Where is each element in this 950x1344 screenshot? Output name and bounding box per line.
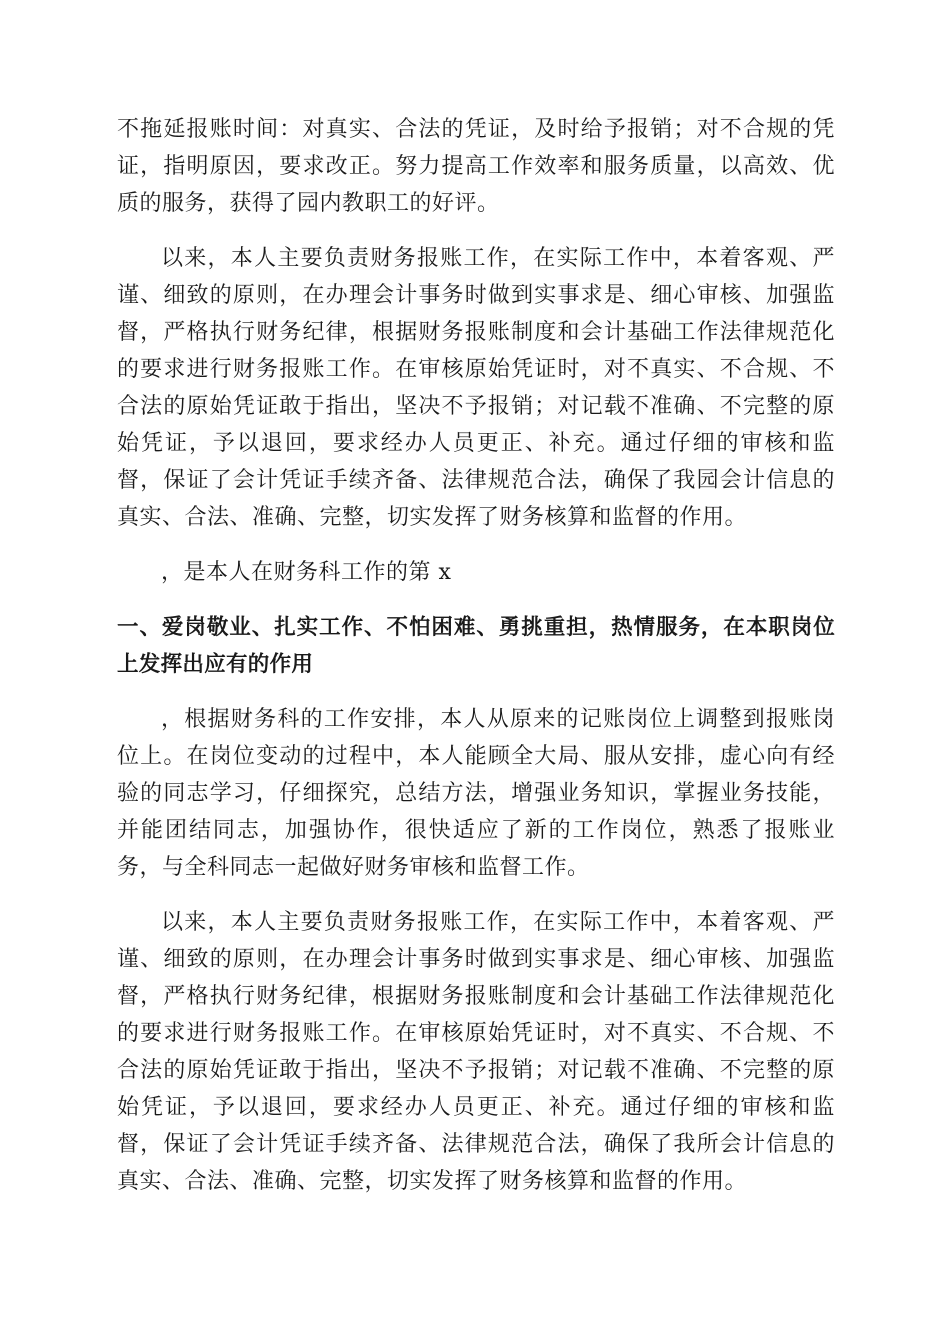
- paragraph-years-in-finance: ，是本人在财务科工作的第 x: [161, 560, 452, 585]
- paragraph-reimbursement-duties-2: 以来，本人主要负责财务报账工作，在实际工作中，本着客观、严谨、细致的原则，在办理会计事务时做到实事求是、细心审核、加强监督，严格执行财务纪律，根据财务报账制度和会计基础工作法律规范化的要求进行财务报账工作。在审核原始凭证时，对不真实、不合规、不合法的原始凭证敢于指出，坚决不予报销；对记载不准确、不完整的原始凭证，予以退回，要求经办人员更正、补充。通过仔细的审核和监督，保证了会计凭证手续齐备、法律规范合法，确保了我所会计信息的真实、合法、准确、完整，切实发挥了财务核算和监督的作用。: [117, 910, 835, 1194]
- document-page: [117, 111, 835, 1200]
- paragraph-reimbursement-timeliness: 不拖延报账时间：对真实、合法的凭证，及时给予报销；对不合规的凭证，指明原因，要求改正。努力提高工作效率和服务质量，以高效、优质的服务，获得了园内教职工的好评。: [117, 117, 835, 216]
- paragraph-job-transfer: ，根据财务科的工作安排，本人从原来的记账岗位上调整到报账岗位上。在岗位变动的过程中，本人能顾全大局、服从安排，虚心向有经验的同志学习，仔细探究，总结方法，增强业务知识，掌握业务技能，并能团结同志，加强协作，很快适应了新的工作岗位，熟悉了报账业务，与全科同志一起做好财务审核和监督工作。: [117, 707, 835, 880]
- paragraph-reimbursement-duties: 以来，本人主要负责财务报账工作，在实际工作中，本着客观、严谨、细致的原则，在办理会计事务时做到实事求是、细心审核、加强监督，严格执行财务纪律，根据财务报账制度和会计基础工作法律规范化的要求进行财务报账工作。在审核原始凭证时，对不真实、不合规、不合法的原始凭证敢于指出，坚决不予报销；对记载不准确、不完整的原始凭证，予以退回，要求经办人员更正、补充。通过仔细的审核和监督，保证了会计凭证手续齐备、法律规范合法，确保了我园会计信息的真实、合法、准确、完整，切实发挥了财务核算和监督的作用。: [117, 246, 835, 530]
- section-heading-1: 一、爱岗敬业、扎实工作、不怕困难、勇挑重担，热情服务，在本职岗位上发挥出应有的作用: [117, 615, 835, 677]
